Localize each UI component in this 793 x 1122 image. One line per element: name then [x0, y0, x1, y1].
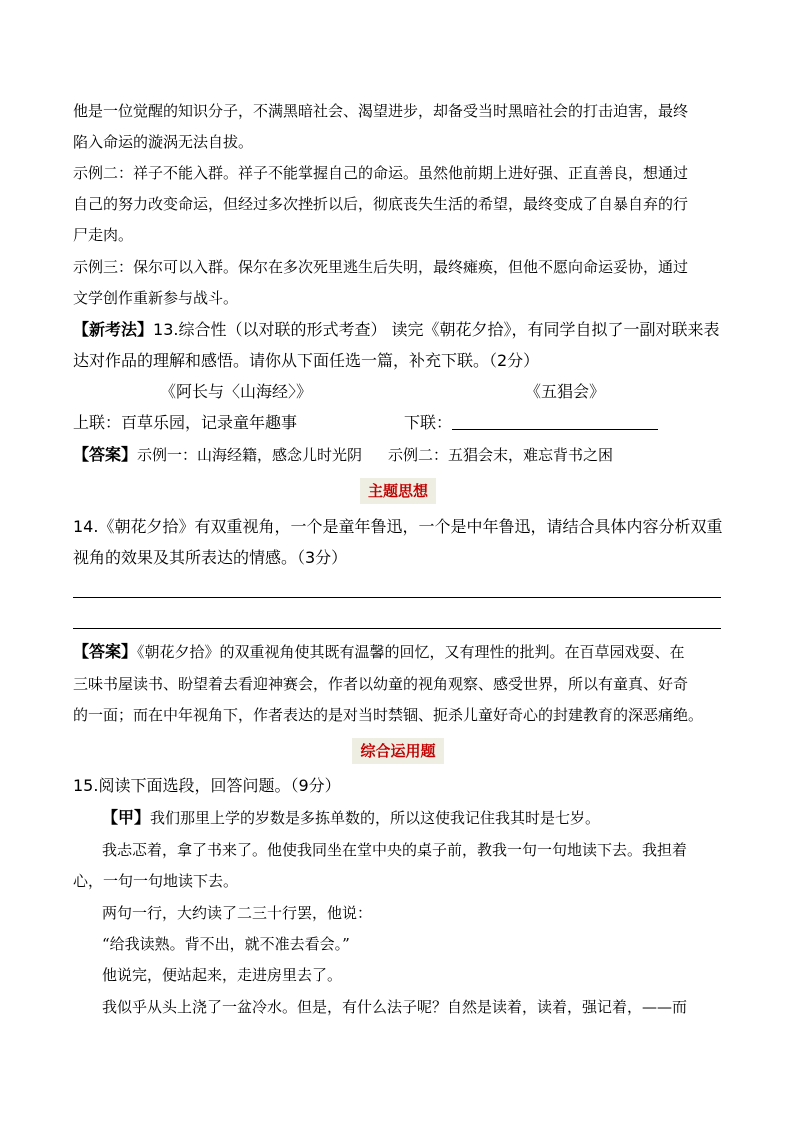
passage-line: 心，一句一句地读下去。	[73, 872, 239, 890]
passage-line: 两句一行，大约读了二三十行罢，他说：	[102, 904, 373, 922]
question-13-line: 达对作品的理解和感悟。请你从下面任选一篇，补充下联。（2分）	[73, 351, 540, 370]
couplet-option-1: 《阿长与〈山海经〉》	[160, 382, 313, 401]
section-heading-theme: 主题思想	[360, 478, 436, 504]
answer-14-line: 三味书屋读书、盼望着去看迎神赛会，作者以幼童的视角观察、感受世界，所以有童真、好奇	[73, 675, 689, 693]
answer-example-2: 示例二：五猖会末，难忘背书之困	[388, 446, 614, 464]
upper-couplet: 上联：百草乐园，记录童年趣事	[73, 413, 298, 432]
passage-text: 我们那里上学的岁数是多拣单数的，所以这使我记住我其时是七岁。	[150, 809, 601, 827]
passage-line: “给我读熟。背不出，就不准去看会。”	[102, 935, 350, 953]
passage-line: 我似乎从头上浇了一盆冷水。但是，有什么法子呢？自然是读着，读着，强记着，——而	[102, 998, 688, 1016]
answer-14-line	[73, 642, 723, 662]
example-two-line: 示例二：祥子不能入群。祥子不能掌握自己的命运。虽然他前期上进好强、正直善良，想通过	[73, 164, 689, 182]
example-three-line: 文学创作重新参与战斗。	[73, 289, 239, 307]
example-two-line: 自己的努力改变命运，但经过多次挫折以后，彻底丧失生活的希望，最终变成了自暴自弃的行	[73, 195, 689, 213]
answer-14-line: 的一面；而在中年视角下，作者表达的是对当时禁锢、扼杀儿童好奇心的封建教育的深恶痛绝。	[73, 706, 704, 724]
answer-14-text: 《朝花夕拾》的双重视角使其既有温馨的回忆，又有理性的批判。在百草园戏耍、在	[137, 643, 685, 661]
example-two-line: 尸走肉。	[73, 226, 134, 244]
jia-tag: 【甲】	[102, 808, 151, 827]
answer-13-line	[73, 445, 723, 465]
answer-rule-line	[73, 597, 721, 598]
lower-couplet-label: 下联：	[404, 413, 453, 432]
example-three-line: 示例三：保尔可以入群。保尔在多次死里逃生后失明，最终瘫痪，但他不愿向命运妥协，通过	[73, 258, 689, 276]
answer-tag: 【答案】	[73, 642, 138, 661]
paragraph-line: 陷入命运的漩涡无法自拔。	[73, 133, 254, 151]
answer-blank[interactable]	[452, 415, 658, 430]
passage-line: 他说完，便站起来，走进房里去了。	[102, 966, 343, 984]
question-14-line: 视角的效果及其所表达的情感。（3分）	[73, 548, 348, 567]
passage-line: 我忐忑着，拿了书来了。他使我同坐在堂中央的桌子前，教我一句一句地读下去。我担着	[102, 841, 688, 859]
question-14-line: 14.《朝花夕拾》有双重视角，一个是童年鲁迅，一个是中年鲁迅，请结合具体内容分析双重	[73, 517, 723, 536]
couplet-option-2: 《五猖会》	[525, 382, 606, 401]
question-13-line	[73, 320, 723, 340]
new-method-tag: 【新考法】	[73, 320, 154, 339]
answer-rule-line	[73, 628, 721, 629]
lower-couplet	[404, 413, 658, 433]
question-13-text: 13.综合性（以对联的形式考查） 读完《朝花夕拾》，有同学自拟了一副对联来表	[153, 320, 720, 339]
question-15-line: 15.阅读下面选段，回答问题。（9分）	[73, 776, 341, 795]
section-heading-application: 综合运用题	[352, 738, 444, 764]
answer-tag: 【答案】	[73, 445, 138, 464]
paragraph-line: 他是一位觉醒的知识分子，不满黑暗社会、渴望进步，却备受当时黑暗社会的打击迫害，最终	[73, 102, 689, 120]
answer-example-1: 示例一：山海经籍，感念儿时光阴	[137, 446, 363, 464]
passage-line	[102, 808, 724, 828]
